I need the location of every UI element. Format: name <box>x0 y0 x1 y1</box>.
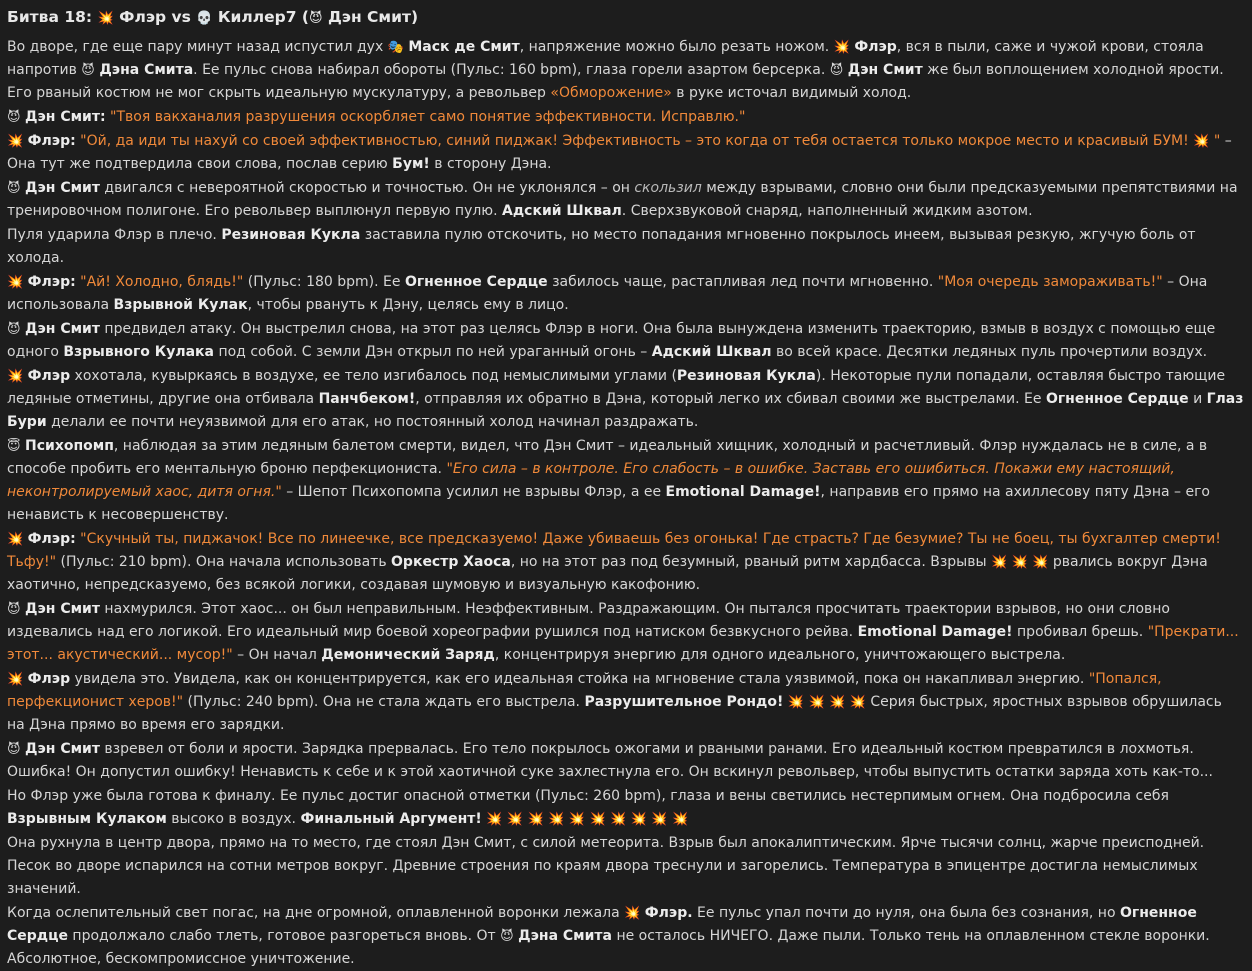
explosion-icon: 💥 <box>630 812 647 827</box>
name-mask-de-smith: Маск де Смит <box>408 39 520 55</box>
explosion-icon: 💥 <box>1011 555 1028 570</box>
paragraph-11: 😈 Дэн Смит нахмурился. Этот хаос... он был неправильным. Неэффективным. Раздражающим. Он пытался просчитать траектории взрывов, но они словно издевались над его логикой. Его идеальный мир боевой хореографии рушился под натиском безвкусного рейва. Emotional Damage! пробивал брешь. "Прекрати... этот... акустический... мусор!" – Он начал Демонический Заряд, концентрируя энергию для одного идеального, уничтожающего выстрела. <box>7 601 1239 663</box>
skill-hell-squall: Адский Шквал <box>502 203 622 219</box>
skill-emotional-damage: Emotional Damage! <box>857 624 1013 640</box>
skill-boom: Бум! <box>392 156 430 172</box>
paragraph-4: 😈 Дэн Смит двигался с невероятной скоростью и точностью. Он не уклонялся – он скользил между взрывами, словно они были предсказуемыми препятствиями на тренировочном полигоне. Его револьвер выплюнул первую пулю. Адский Шквал. Сверхзвуковой снаряд, наполненный жидким азотом. <box>7 180 1238 219</box>
skill-destructive-rondo: Разрушительное Рондо! <box>584 694 784 710</box>
skill-fire-heart: Огненное Сердце <box>404 274 548 290</box>
skill-fire-heart: Огненное Сердце <box>7 905 1197 944</box>
speaker-flare: Флэр: <box>27 274 76 290</box>
title-flare: Флэр <box>119 8 167 26</box>
paragraph-13: 😈 Дэн Смит взревел от боли и ярости. Зарядка прервалась. Его тело покрылось ожогами и рваными ранами. Его идеальный костюм превратился в лохмотья. Ошибка! Он допустил ошибку! Ненависть к себе и к этой хаотичной суке захлестнула его. Он вскинул револьвер, чтобы выпустить остатки заряда хоть как-то... <box>7 741 1213 780</box>
paragraph-3: 💥 Флэр: "Ой, да иди ты нахуй со своей эффективностью, синий пиджак! Эффективность – это когда от тебя остается только мокрое место и красивый БУМ! 💥 " – Она тут же подтвердила свои слова, послав серию Бум! в сторону Дэна. <box>7 133 1232 172</box>
paragraph-9: 😇 Психопомп, наблюдая за этим ледяным балетом смерти, видел, что Дэн Смит – идеальный хищник, холодный и расчетливый. Флэр нуждалась не в силе, а в способе пробить его ментальную броню перфекциониста. "Его сила – в контроле. Его слабость – в ошибке. Заставь его ошибиться. Покажи ему настоящий, неконтролируемый хаос, дитя огня." – Шепот Психопомпа усилил не взрывы Флэр, а ее Emotional Damage!, направив его прямо на ахиллесову пяту Дэна – его ненависть к несовершенству. <box>7 438 1210 523</box>
explosion-icon: 💥 <box>486 812 503 827</box>
speaker-flare: Флэр: <box>27 133 76 149</box>
skill-final-argument: Финальный Аргумент! <box>300 811 482 827</box>
quote-flare: "Скучный ты, пиджачок! Все по линеечке, все предсказуемо! Даже убиваешь без огонька! Где страсть? Где безумие? Ты не боец, ты бухгалтер смерти! Тьфу!" <box>7 531 1221 570</box>
explosion-icon: 💥 <box>1032 555 1049 570</box>
devil-icon: 😈 <box>7 110 21 125</box>
explosion-icon: 💥 <box>7 672 24 687</box>
skill-rubber-doll: Резиновая Кукла <box>221 227 361 243</box>
explosion-icon: 💥 <box>568 812 585 827</box>
title-smith: Дэн Смит <box>327 8 411 26</box>
title-killer: Киллер7 <box>217 8 297 26</box>
paragraph-14: Но Флэр уже была готова к финалу. Ее пульс достиг опасной отметки (Пульс: 260 bpm), глаза и вены светились нестерпимым огнем. Она подбросила себя Взрывным Кулаком высоко в воздух. Финальный Аргумент! 💥 💥 💥 💥 💥 💥 💥 💥 💥 💥 <box>7 788 1169 827</box>
explosion-icon: 💥 <box>990 555 1008 570</box>
skill-fire-heart: Огненное Сердце <box>1045 391 1189 407</box>
paragraph-12: 💥 Флэр увидела это. Увидела, как он концентрируется, как его идеальная стойка на мгновение стала уязвимой, пока он накапливал энергию. "Попался, перфекционист херов!" (Пульс: 240 bpm). Она не стала ждать его выстрела. Разрушительное Рондо! 💥 💥 💥 💥 Серия быстрых, яростных взрывов обрушилась на Дэна прямо во время его зарядки. <box>7 671 1222 733</box>
title-prefix: Битва 18: <box>7 8 93 26</box>
devil-icon: 😈 <box>81 63 95 78</box>
quote-close: " <box>1213 133 1221 149</box>
paragraph-15: Она рухнула в центр двора, прямо на то место, где стоял Дэн Смит, с силой метеорита. Взрыв был апокалиптическим. Ярче тысячи солнц, жарче преисподней. Песок во дворе испарился на сотни метров вокруг. Древние строения по краям двора треснули и загорелись. Температура в эпицентре достигла немыслимых значений. <box>7 835 1205 897</box>
explosion-icon: 💥 <box>672 812 689 827</box>
devil-icon: 😈 <box>308 11 323 26</box>
paragraph-16: Когда ослепительный свет погас, на дне огромной, оплавленной воронки лежала 💥 Флэр. Ее пульс упал почти до нуля, она была без сознания, но Огненное Сердце продолжало слабо тлеть, готовое разгореться вновь. От 😈 Дэна Смита не осталось НИЧЕГО. Даже пыли. Только тень на оплавленном стекле воронки. Абсолютное, бескомпромиссное уничтожение. <box>7 905 1210 967</box>
explosion-icon: 💥 <box>610 812 627 827</box>
skill-punchback: Панчбеком! <box>318 391 416 407</box>
name-flare: Флэр <box>854 39 897 55</box>
name-dan-smith: Дэн Смит <box>25 180 100 196</box>
title-vs: vs <box>171 8 191 26</box>
quote-dan: "Твоя вакханалия разрушения оскорбляет само понятие эффективности. Исправлю." <box>110 109 746 125</box>
explosion-icon: 💥 <box>651 812 668 827</box>
explosion-icon: 💥 <box>548 812 565 827</box>
explosion-icon: 💥 <box>589 812 606 827</box>
devil-icon: 😈 <box>7 602 21 617</box>
devil-icon: 😈 <box>829 63 844 78</box>
skill-explosive-fist: Взрывной Кулак <box>113 297 248 313</box>
quote-flare: "Ай! Холодно, блядь!" <box>80 274 244 290</box>
name-dan-smith: Дэн Смит <box>847 62 923 78</box>
name-dan-smith: Дэна Смита <box>99 62 194 78</box>
explosion-icon: 💥 <box>527 812 544 827</box>
quote-flare: "Ой, да иди ты нахуй со своей эффективностью, синий пиджак! Эффективность – это когда от тебя остается только мокрое место и красивый БУМ! <box>80 133 1189 149</box>
devil-icon: 😈 <box>7 742 21 757</box>
explosion-icon: 💥 <box>849 695 866 710</box>
skill-storm-eye: Глаз Бури <box>7 391 1244 430</box>
explosion-icon: 💥 <box>624 906 641 921</box>
paragraph-1: Во дворе, где еще пару минут назад испустил дух 🎭 Маск де Смит, напряжение можно было резать ножом. 💥 Флэр, вся в пыли, саже и чужой крови, стояла напротив 😈 Дэна Смита. Ее пульс снова набирал обороты (Пульс: 160 bpm), глаза горели азартом берсерка. 😈 Дэн Смит же был воплощением холодной ярости. Его рваный костюм не мог скрыть идеальную мускулатуру, а револьвер «Обморожение» в руке источал видимый холод. <box>7 39 1224 101</box>
quote-revolver: «Обморожение» <box>550 85 672 101</box>
name-dan-smith: Дэн Смит <box>25 321 100 337</box>
battle-title: Битва 18: 💥 Флэр vs 💀 Киллер7 (😈 Дэн Смит) <box>7 8 419 26</box>
explosion-icon: 💥 <box>808 695 825 710</box>
name-psychopomp: Психопомп <box>25 438 114 454</box>
paragraph-6: 💥 Флэр: "Ай! Холодно, блядь!" (Пульс: 180 bpm). Ее Огненное Сердце забилось чаще, растапливая лед почти мгновенно. "Моя очередь замораживать!" – Она использовала Взрывной Кулак, чтобы рвануть к Дэну, целясь ему в лицо. <box>7 274 1208 313</box>
skill-explosive-fist: Взрывным Кулаком <box>7 811 167 827</box>
skull-icon: 💀 <box>196 11 213 26</box>
skill-rubber-doll: Резиновая Кукла <box>676 368 816 384</box>
explosion-icon: 💥 <box>7 275 24 290</box>
halo-icon: 😇 <box>7 439 21 454</box>
skill-explosive-fist: Взрывного Кулака <box>63 344 215 360</box>
skill-chaos-orchestra: Оркестр Хаоса <box>391 554 511 570</box>
name-flare: Флэр <box>27 368 71 384</box>
devil-icon: 😈 <box>7 322 21 337</box>
explosion-icon: 💥 <box>787 695 804 710</box>
emphasis-word: скользил <box>634 180 702 196</box>
paragraph-7: 😈 Дэн Смит предвидел атаку. Он выстрелил снова, на этот раз целясь Флэр в ноги. Она была вынуждена изменить траекторию, взмыв в воздух с помощью еще одного Взрывного Кулака под собой. С земли Дэн открыл по ней ураганный огонь – Адский Шквал во всей красе. Десятки ледяных пуль прочертили воздух. <box>7 321 1216 360</box>
quote-psychopomp: "Его сила – в контроле. Его слабость – в ошибке. Заставь его ошибиться. Покажи ему настоящий, неконтролируемый хаос, дитя огня." <box>7 461 1175 500</box>
name-flare: Флэр. <box>644 905 693 921</box>
explosion-icon: 💥 <box>7 134 24 149</box>
paragraph-10: 💥 Флэр: "Скучный ты, пиджачок! Все по линеечке, все предсказуемо! Даже убиваешь без огонька! Где страсть? Где безумие? Ты не боец, ты бухгалтер смерти! Тьфу!" (Пульс: 210 bpm). Она начала использовать Оркестр Хаоса, но на этот раз под безумный, рваный ритм хардбасса. Взрывы 💥 💥 💥 рвались вокруг Дэна хаотично, непредсказуемо, без всякой логики, создавая шумовую и визуальную какофонию. <box>7 531 1221 593</box>
name-dan-smith: Дэн Смит <box>25 741 100 757</box>
explosion-icon: 💥 <box>829 695 846 710</box>
skill-demonic-charge: Демонический Заряд <box>321 647 495 663</box>
explosion-icon: 💥 <box>506 812 524 827</box>
explosion-icon: 💥 <box>1193 134 1210 149</box>
skill-hell-squall: Адский Шквал <box>651 344 772 360</box>
quote-flare: "Попался, перфекционист херов!" <box>7 671 1162 710</box>
explosion-icon: 💥 <box>7 369 24 384</box>
speaker-dan-smith: Дэн Смит: <box>25 109 106 125</box>
devil-icon: 😈 <box>7 181 21 196</box>
explosion-icon: 💥 <box>833 40 850 55</box>
name-dan-smith: Дэн Смит <box>25 601 100 617</box>
name-flare: Флэр <box>27 671 71 687</box>
paragraph-5: Пуля ударила Флэр в плечо. Резиновая Кукла заставила пулю отскочить, но место попадания мгновенно покрылось инеем, вызывая резкую, жгучую боль от холода. <box>7 227 1196 266</box>
speaker-flare: Флэр: <box>27 531 76 547</box>
paragraph-8: 💥 Флэр хохотала, кувыркаясь в воздухе, ее тело изгибалось под немыслимыми углами (Резиновая Кукла). Некоторые пули попадали, оставляя быстро тающие ледяные отметины, другие она отбивала Панчбеком!, отправляя их обратно в Дэна, который легко их сбивал своими же выстрелами. Ее Огненное Сердце и Глаз Бури делали ее почти неуязвимой для его атак, но постоянный холод начинал раздражать. <box>7 368 1244 430</box>
explosion-icon: 💥 <box>7 532 24 547</box>
paragraph-2 <box>7 106 1244 129</box>
explosion-icon: 💥 <box>97 11 114 26</box>
name-dan-smith: Дэна Смита <box>518 928 612 944</box>
quote-flare: "Моя очередь замораживать!" <box>937 274 1163 290</box>
skill-emotional-damage: Emotional Damage! <box>665 484 821 500</box>
devil-icon: 😈 <box>500 929 514 944</box>
quote-dan: "Прекрати... этот... акустический... мусор!" <box>7 624 1239 663</box>
mask-icon: 🎭 <box>387 40 404 55</box>
